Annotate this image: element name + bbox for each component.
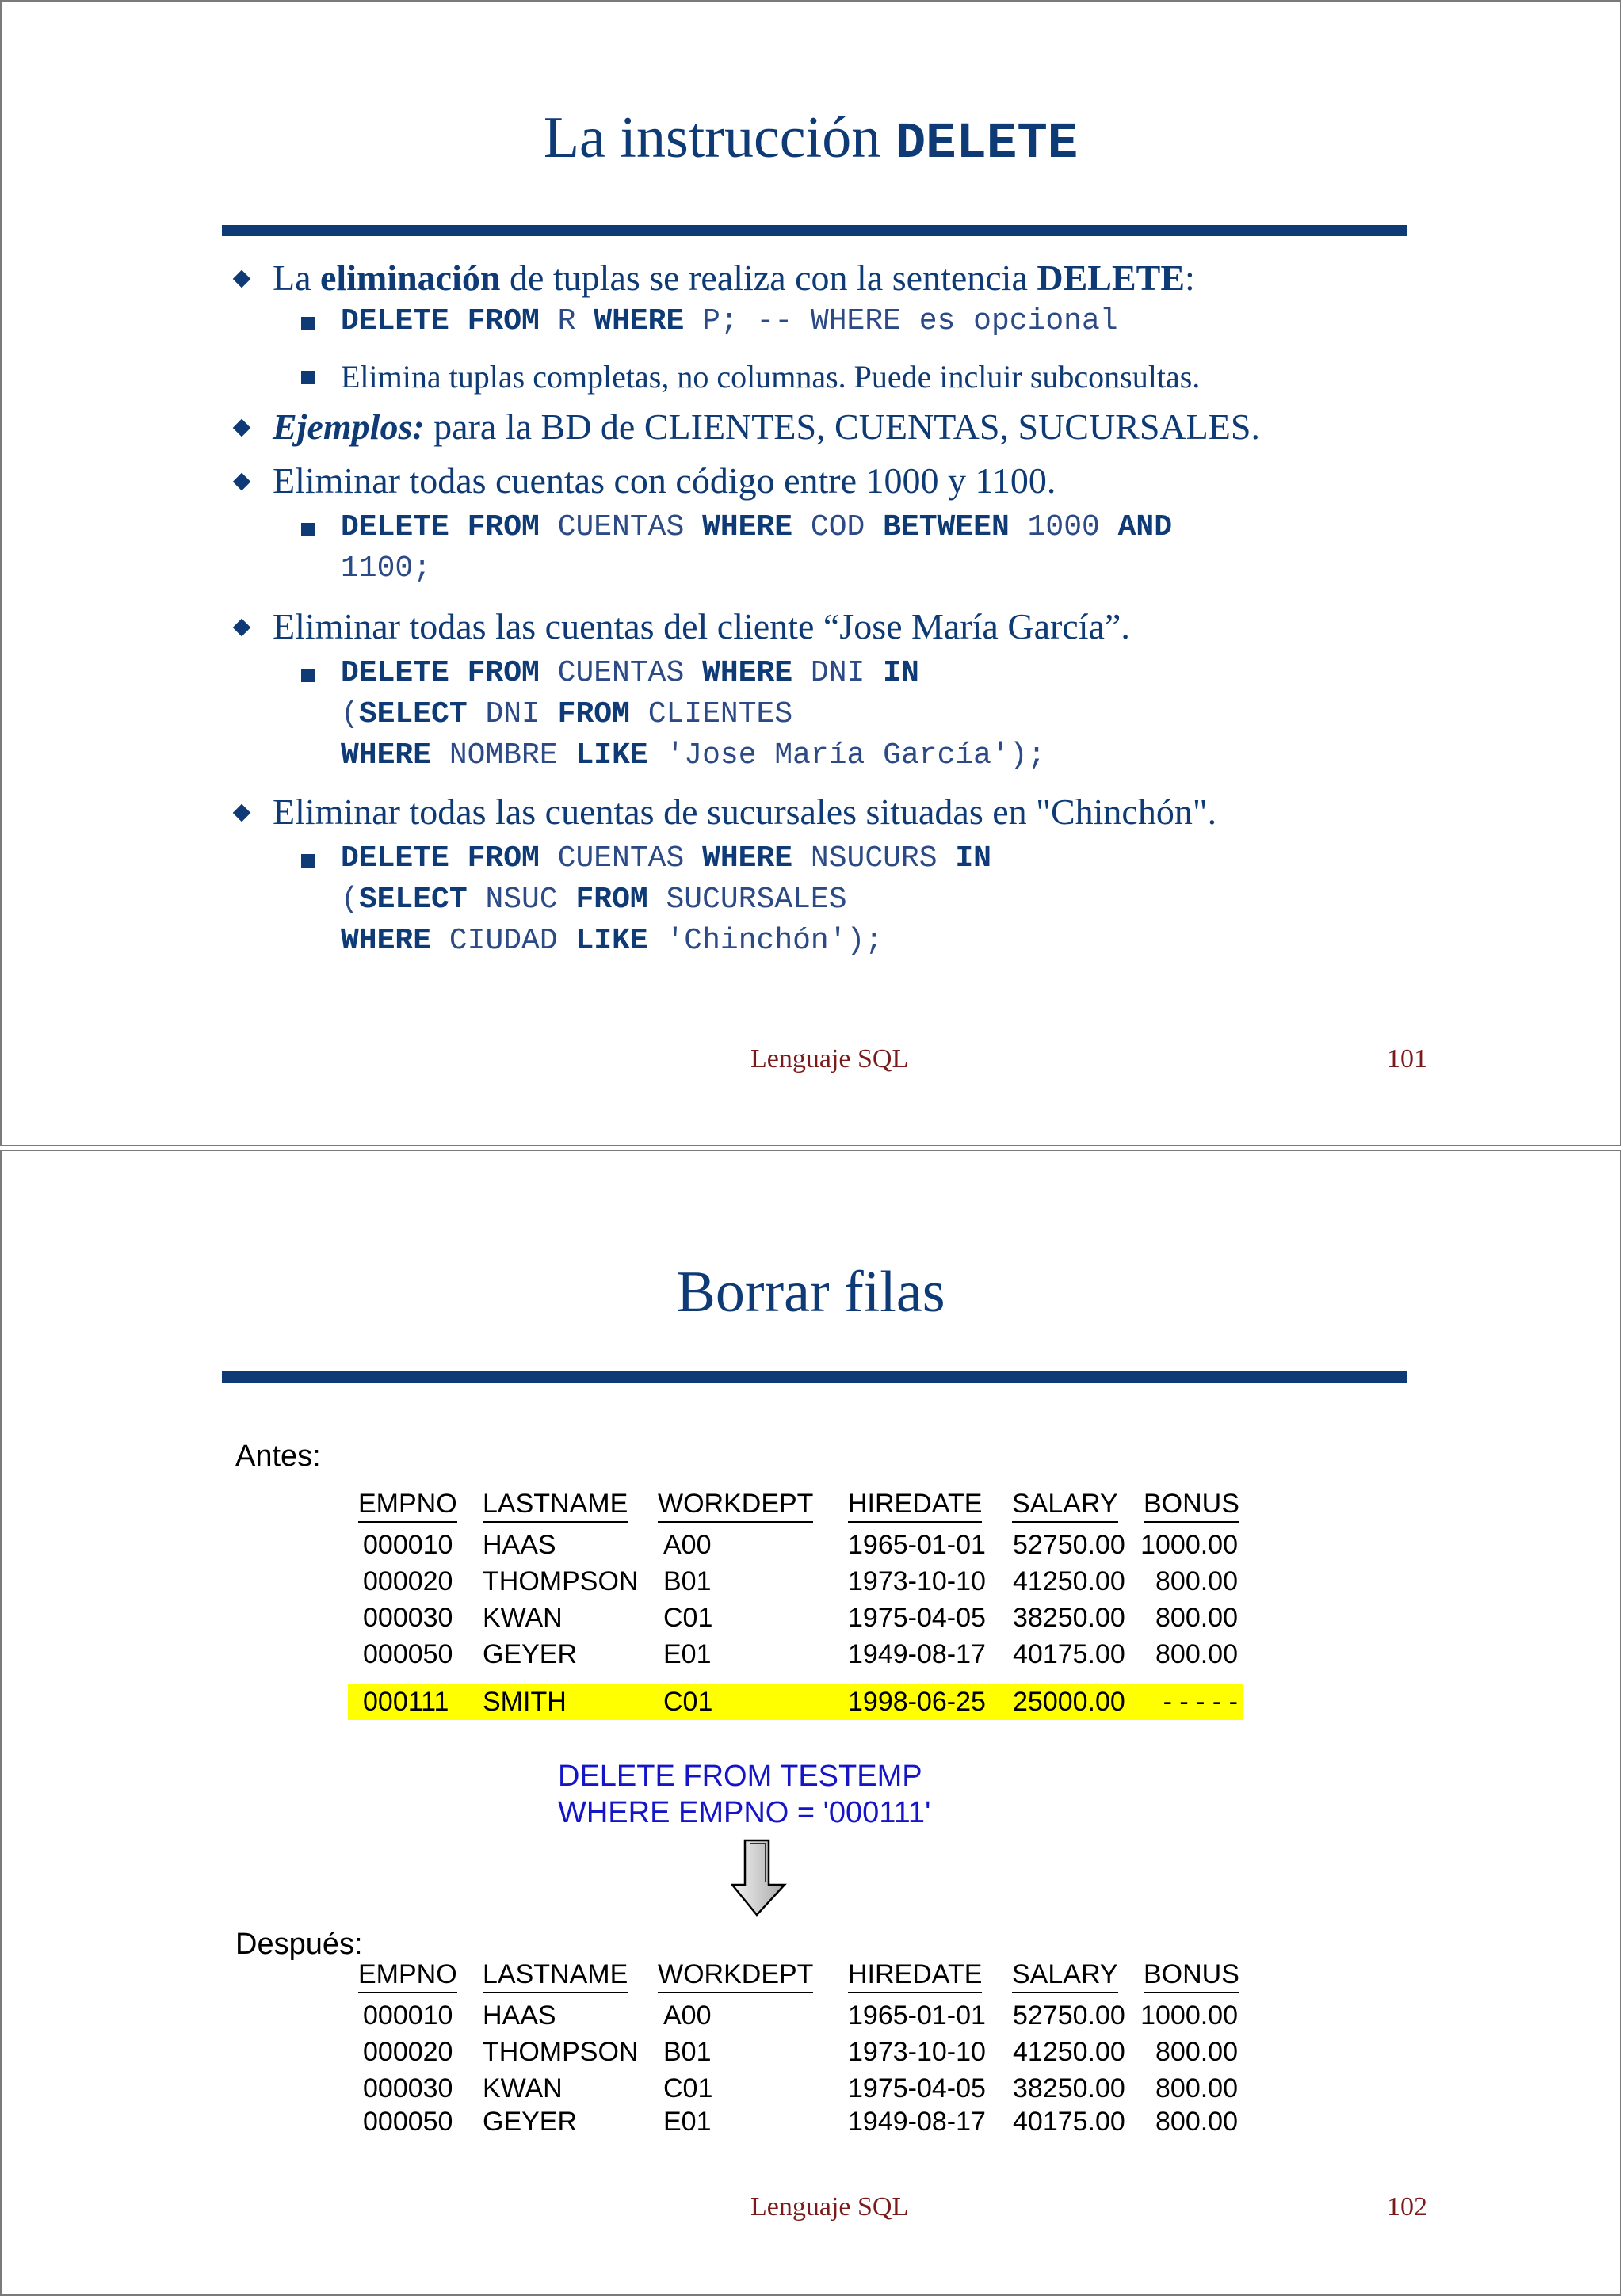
code-text: P; -- WHERE es opcional (684, 304, 1118, 338)
table-cell: HAAS (483, 2000, 556, 2031)
table-cell: C01 (663, 2073, 713, 2103)
col-header (358, 1489, 457, 1523)
square-bullet-icon (301, 669, 315, 682)
bold-text: eliminación (320, 257, 501, 298)
table-cell: 800.00 (1155, 1639, 1238, 1669)
code-keyword: IN (883, 656, 919, 690)
square-bullet-icon (301, 317, 315, 330)
text: Elimina tuplas completas, no columnas. Puede incluir subconsultas. (341, 359, 1201, 395)
code-text: ( (341, 697, 359, 731)
code-text: NOMBRE (431, 738, 576, 772)
table-cell: SMITH (483, 1687, 567, 1717)
code-keyword: FROM (575, 883, 648, 917)
table-cell: A00 (663, 1530, 712, 1560)
table-cell: 1000.00 (1140, 1530, 1238, 1560)
table-cell: 1973-10-10 (848, 2037, 986, 2067)
code-keyword: DELETE FROM (341, 656, 540, 690)
code-text: 'Jose María García'); (647, 738, 1046, 772)
code-text: R (539, 304, 594, 338)
table-cell: 000010 (363, 1530, 453, 1560)
code-text: 1000 (1009, 510, 1118, 544)
text: : (1185, 257, 1195, 298)
table-cell: 38250.00 (1013, 1603, 1125, 1633)
text: La (273, 257, 321, 298)
table-cell: E01 (663, 1639, 712, 1669)
table-cell: KWAN (483, 2073, 563, 2103)
code-keyword: WHERE (702, 656, 793, 690)
code-text: 'Chinchón'); (647, 924, 884, 958)
square-bullet-icon (301, 371, 315, 384)
slide-title: Borrar filas (676, 1260, 945, 1325)
code-keyword: SELECT (358, 883, 468, 917)
code-keyword: WHERE (702, 841, 793, 875)
col-header-text: EMPNO (358, 1489, 457, 1523)
col-header-text: WORKDEPT (658, 1959, 813, 1993)
col-header-text: HIREDATE (848, 1959, 982, 1993)
table-cell: THOMPSON (483, 1566, 639, 1596)
col-header-text: LASTNAME (483, 1489, 628, 1523)
col-header (1144, 1489, 1239, 1523)
table-cell: KWAN (483, 1603, 563, 1633)
table-cell: 000030 (363, 1603, 453, 1633)
table-cell: C01 (663, 1687, 713, 1717)
table-cell: 000020 (363, 2037, 453, 2067)
col-header-text: SALARY (1012, 1489, 1118, 1523)
code-keyword: BETWEEN (883, 510, 1010, 544)
table-cell: 38250.00 (1013, 2073, 1125, 2103)
table-cell: 1965-01-01 (848, 1530, 986, 1560)
code-keyword: LIKE (575, 738, 648, 772)
code-keyword: WHERE (702, 510, 793, 544)
col-header-text: BONUS (1144, 1959, 1239, 1993)
code-text: CUENTAS (539, 656, 703, 690)
code-keyword: WHERE (341, 738, 432, 772)
code-keyword: FROM (557, 697, 630, 731)
code-line (341, 738, 1045, 772)
table-cell: GEYER (483, 1639, 578, 1669)
table-cell: 800.00 (1155, 2107, 1238, 2137)
col-header (658, 1489, 813, 1523)
table-cell: 25000.00 (1013, 1687, 1125, 1717)
table-cell: 1949-08-17 (848, 2107, 986, 2137)
table-cell: 800.00 (1155, 2073, 1238, 2103)
title-text: La instrucción (543, 105, 896, 170)
footer-title: Lenguaje SQL (750, 1044, 909, 1074)
code-keyword: IN (955, 841, 991, 875)
table-cell: 1973-10-10 (848, 1566, 986, 1596)
code-line (341, 697, 792, 731)
code-text: COD (792, 510, 884, 544)
code-keyword: DELETE FROM (341, 304, 540, 338)
table-cell: 1965-01-01 (848, 2000, 986, 2031)
text: Eliminar todas cuentas con código entre 1000 y 1100. (273, 460, 1056, 501)
table-cell: 800.00 (1155, 1566, 1238, 1596)
col-header (1012, 1959, 1118, 1993)
col-header-text: LASTNAME (483, 1959, 628, 1993)
table-cell: 000050 (363, 2107, 453, 2137)
table-cell: 1975-04-05 (848, 1603, 986, 1633)
square-bullet-icon (301, 523, 315, 536)
code-text: CIUDAD (431, 924, 576, 958)
table-cell: HAAS (483, 1530, 556, 1560)
diamond-bullet-icon (233, 804, 251, 822)
code-text: DNI (467, 697, 558, 731)
after-label: Después: (235, 1928, 363, 1961)
table-cell: 40175.00 (1013, 1639, 1125, 1669)
table-cell: 52750.00 (1013, 2000, 1125, 2031)
diamond-bullet-icon (233, 270, 251, 288)
table-cell: 1998-06-25 (848, 1687, 986, 1717)
table-cell: C01 (663, 1603, 713, 1633)
square-bullet-icon (301, 854, 315, 868)
slide-101 (0, 0, 1621, 1146)
emphasis-text: Ejemplos: (273, 406, 425, 447)
diamond-bullet-icon (233, 619, 251, 637)
table-cell: 000050 (363, 1639, 453, 1669)
table-cell: B01 (663, 2037, 712, 2067)
text: Eliminar todas las cuentas del cliente “Jose María García”. (273, 606, 1130, 646)
table-cell: THOMPSON (483, 2037, 639, 2067)
col-header (483, 1959, 628, 1993)
after-table (2, 1959, 1623, 2149)
title-code: DELETE (895, 116, 1079, 173)
arrow-down-icon (731, 1839, 791, 1918)
title-rule (222, 1371, 1407, 1383)
code-text: NSUCURS (792, 841, 956, 875)
table-cell: GEYER (483, 2107, 578, 2137)
code-text: DNI (792, 656, 884, 690)
diamond-bullet-icon (233, 473, 251, 491)
code-text: NSUC (467, 883, 576, 917)
col-header (1144, 1959, 1239, 1993)
col-header-text: HIREDATE (848, 1489, 982, 1523)
table-cell: - - - - - (1163, 1687, 1238, 1717)
code-keyword: WHERE (594, 304, 685, 338)
code-keyword: DELETE FROM (341, 841, 540, 875)
table-cell: 000020 (363, 1566, 453, 1596)
code-keyword: SELECT (358, 697, 468, 731)
page-number: 102 (1387, 2192, 1427, 2222)
table-cell: 41250.00 (1013, 2037, 1125, 2067)
table-cell: 000010 (363, 2000, 453, 2031)
col-header-text: EMPNO (358, 1959, 457, 1993)
col-header (483, 1489, 628, 1523)
before-label: Antes: (235, 1440, 321, 1473)
table-cell: 40175.00 (1013, 2107, 1125, 2137)
code-line (341, 883, 847, 917)
footer-title: Lenguaje SQL (750, 2192, 909, 2222)
col-header-text: SALARY (1012, 1959, 1118, 1993)
code-text: SUCURSALES (647, 883, 847, 917)
table-cell: 1000.00 (1140, 2000, 1238, 2031)
col-header (848, 1959, 982, 1993)
table-cell: 1975-04-05 (848, 2073, 986, 2103)
code-text: CUENTAS (539, 510, 703, 544)
diamond-bullet-icon (233, 419, 251, 437)
page-number: 101 (1387, 1044, 1427, 1074)
bold-text: DELETE (1037, 257, 1186, 298)
col-header (848, 1489, 982, 1523)
text: para la BD de CLIENTES, CUENTAS, SUCURSALES. (424, 406, 1260, 447)
text: Eliminar todas las cuentas de sucursales situadas en "Chinchón". (273, 791, 1217, 832)
before-table (2, 1489, 1623, 1717)
table-cell: 000030 (363, 2073, 453, 2103)
code-text: 1100; (341, 551, 432, 585)
table-cell: 41250.00 (1013, 1566, 1125, 1596)
col-header-text: BONUS (1144, 1489, 1239, 1523)
code-text: CUENTAS (539, 841, 703, 875)
table-cell: 800.00 (1155, 1603, 1238, 1633)
code-text: ( (341, 883, 359, 917)
text: de tuplas se realiza con la sentencia (500, 257, 1037, 298)
title-rule (222, 225, 1407, 236)
table-cell: 800.00 (1155, 2037, 1238, 2067)
code-keyword: LIKE (575, 924, 648, 958)
table-cell: 000111 (363, 1687, 449, 1717)
table-cell: A00 (663, 2000, 712, 2031)
col-header (358, 1959, 457, 1993)
code-keyword: DELETE FROM (341, 510, 540, 544)
table-cell: 1949-08-17 (848, 1639, 986, 1669)
col-header (658, 1959, 813, 1993)
table-cell: B01 (663, 1566, 712, 1596)
delete-statement (558, 1758, 930, 1831)
code-text: CLIENTES (629, 697, 793, 731)
sql-line: WHERE EMPNO = '000111' (558, 1796, 931, 1829)
code-line (341, 924, 883, 958)
table-cell: E01 (663, 2107, 712, 2137)
slide-102 (0, 1150, 1621, 2296)
slide-title (2, 105, 1620, 173)
code-keyword: AND (1117, 510, 1173, 544)
col-header (1012, 1489, 1118, 1523)
code-keyword: WHERE (341, 924, 432, 958)
table-cell: 52750.00 (1013, 1530, 1125, 1560)
col-header-text: WORKDEPT (658, 1489, 813, 1523)
sql-line: DELETE FROM TESTEMP (558, 1760, 922, 1793)
